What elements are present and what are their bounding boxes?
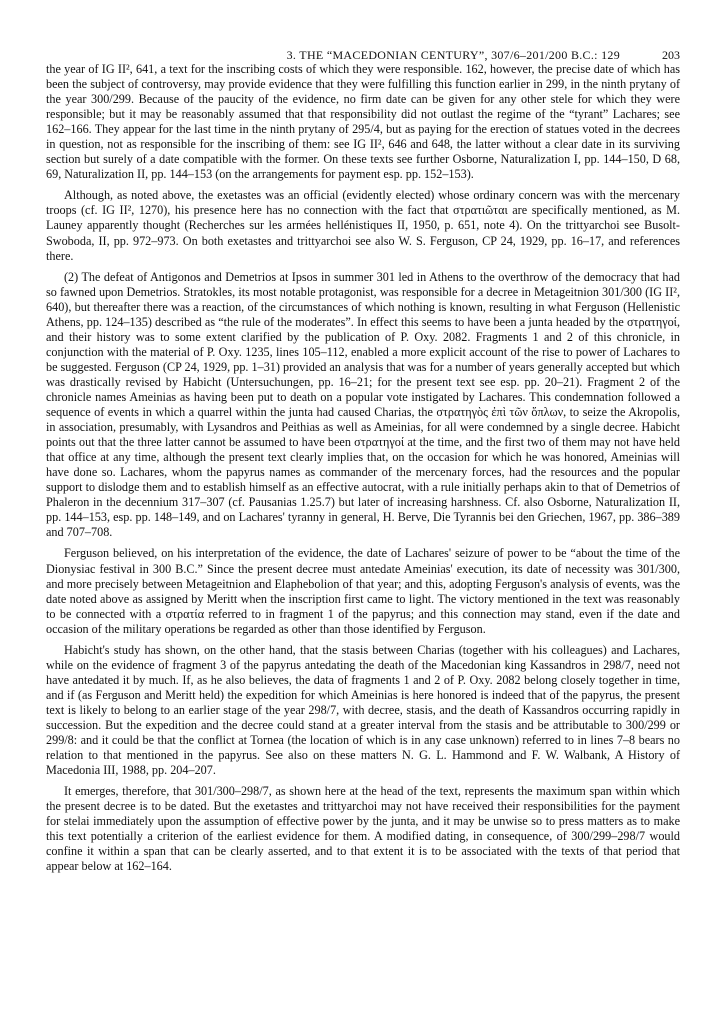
paragraph-habicht: Habicht's study has shown, on the other hand, that the stasis between Charias (together with his colleagues) and Lachares, while on the evidence of fragment 3 of the papyrus antedating the death of the Macedonian king Kassandros in 298/7, need not have antedated it by much. If, as he also believes, the data of fragments 1 and 2 of P. Oxy. 2082 belong closely together in time, and if (as Ferguson and Meritt held) the expedition for which Ameinias is here honored is indeed that of the papyrus, the present text is likely to belong to an earlier stage of the year 298/7, with decree, stasis, and the death of Kassandros occurring rapidly in succession. But the expedition and the decree could stand at a greater interval from the stasis and be attributable to 300/299 or 299/8: and it could be that the conflict at Tornea (the location of which is in any case unknown) referred to in lines 7–8 bears no relation to that mentioned in the papyrus. See also on these matters N. G. L. Hammond and F. W. Walbank, A History of Macedonia III, 1988, pp. 204–207. [46,642,680,778]
page-header [46,40,680,62]
page-number: 203 [662,48,680,62]
paragraph-ipsos: (2) The defeat of Antigonos and Demetrios at Ipsos in summer 301 led in Athens to the overthrow of the democracy that had so fawned upon Demetrios. Stratokles, its most notable protagonist, was responsible for a decree in Metageitnion 301/300 (IG II², 640), but thereafter there was a reaction, of the circumstances of which nothing is known, resulting in what Ferguson (Hellenistic Athens, pp. 124–135) described as “the rule of the moderates”. In effect this seems to have been a junta headed by the στρατηγοί, and their history was to some extent clarified by the publication of P. Oxy. 2082. Fragments 1 and 2 of this chronicle, in conjunction with the material of P. Oxy. 1235, lines 105–112, enabled a more explicit account of the rise to power of Lachares to be suggested. Ferguson (CP 24, 1929, pp. 1–31) provided an analysis that was for a number of years generally accepted but which was drastically revised by Habicht (Untersuchungen, pp. 16–21; for the present text see esp. pp. 20–21). Fragment 2 of the chronicle names Ameinias as having been put to death on a popular vote instigated by Lachares. This condemnation followed a sequence of events in which a quarrel within the junta had caused Charias, the στρατηγὸς ἐπὶ τῶν ὅπλων, to seize the Akropolis, in association, presumably, with Lysandros and Peithias as well as Ameinias, for all were condemned by a single decree. Habicht points out that the three latter cannot be assumed to have been στρατηγοί at the time, and the first two of them may not have held that office at any time, although the present text clearly implies that, on the occasion for which he was honored, Ameinias will have done so. Lachares, whom the papyrus names as commander of the mercenary forces, had the resources and the popular support to dislodge them and to establish himself as an effective autocrat, with a rule initially perhaps akin to that of Demetrios of Phaleron in the decennium 317–307 (cf. Pausanias 1.25.7) but later of increasing harshness. Cf. also Osborne, Naturalization II, pp. 144–153, esp. pp. 148–149, and on Lachares' tyranny in general, H. Berve, Die Tyrannis bei den Griechen, 1967, pp. 386–389 and 707–708. [46,269,680,540]
paragraph-continuation: the year of IG II², 641, a text for the inscribing costs of which they were responsible. 162, however, the precise date of which has been the subject of controversy, may provide evidence that they were fulfilling this function earlier in 299, in the ninth prytany of the year 300/299. Because of the paucity of the evidence, no firm date can be given for any other stele for which they were responsible; but it may be reasonably assumed that that responsibility did not outlast the regime of the “tyrant” Lachares; see 162–166. They appear for the last time in the ninth prytany of 295/4, but as paying for the erection of statues voted in the decrees in question, not as responsible for the inscribing of them: see IG II², 646 and 648, the latter without a clear date in its surviving section but surely of a date compatible with the former. On these texts see further Osborne, Naturalization I, pp. 144–150, D 68, 69, Naturalization II, pp. 144–153 (on the arrangements for payment esp. pp. 152–153). [46,62,680,182]
body-text [46,62,680,874]
paragraph-ferguson: Ferguson believed, on his interpretation of the evidence, the date of Lachares' seizure of power to be “about the time of the Dionysiac festival in 300 B.C.” Since the present decree must antedate Ameinias' execution, its date of necessity was 301/300, and more precisely between Metageitnion and Elaphebolion of that year; and this, adopting Ferguson's analysis of events, was the date noted above as assigned by Meritt when the inscription first came to light. The victory mentioned in the text was reasonably to be connected with a στρατία referred to in fragment 1 of the papyrus; and this connection may stand, even if the date and occasion of the military operations be regarded as other than those identified by Ferguson. [46,546,680,636]
document-page [46,40,680,880]
paragraph-conclusion: It emerges, therefore, that 301/300–298/7, as shown here at the head of the text, represents the maximum span within which the present decree is to be dated. But the exetastes and trittyarchoi may not have received their responsibilities for the payment for stelai immediately upon the assumption of effective power by the junta, and it may be unwise so to press matters as to make this text potentially a criterion of the earliest evidence for them. A modified dating, in consequence, of 300/299–298/7 would confine it within a span that can be clearly asserted, and to that extent it is to be associated with the texts of that period that appear below at 162–164. [46,784,680,874]
paragraph-exetastes: Although, as noted above, the exetastes was an official (evidently elected) whose ordinary concern was with the mercenary troops (cf. IG II², 1270), his presence here has no connection with the fact that στρατιῶται are specifically mentioned, as M. Launey apparently thought (Recherches sur les armées hellénistiques II, 1950, p. 651, note 4). On the trittyarchoi see Busolt-Swoboda, II, pp. 972–973. On both exetastes and trittyarchoi see also W. S. Ferguson, CP 24, 1929, pp. 16–17, and references there. [46,188,680,263]
running-head: 3. THE “MACEDONIAN CENTURY”, 307/6–201/200 B.C.: 129 [286,48,620,62]
